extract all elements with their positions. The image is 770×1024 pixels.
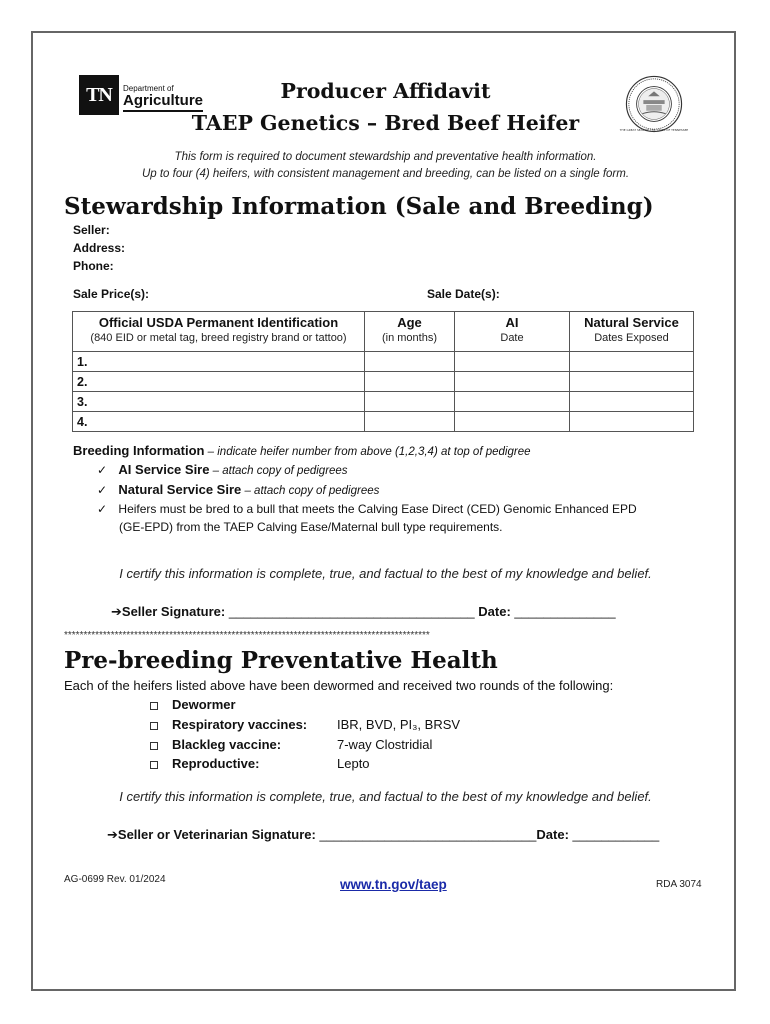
- logo-tn-box: TN: [79, 75, 119, 115]
- age-cell[interactable]: [365, 412, 455, 432]
- vet-signature-field[interactable]: ______________________________: [319, 827, 537, 842]
- certify-statement-1: I certify this information is complete, true, and factual to the best of my knowledge and belief.: [119, 566, 652, 581]
- intro-line2: Up to four (4) heifers, with consistent management and breeding, can be listed on a single form.: [141, 168, 630, 180]
- reproductive-label: Reproductive:: [172, 756, 260, 771]
- seller-signature-label: Seller Signature:: [121, 604, 229, 619]
- document-page: [31, 31, 736, 991]
- row-number: 1.: [73, 352, 365, 372]
- phone-label: Phone:: [73, 259, 114, 273]
- breeding-info-label: Breeding Information: [73, 443, 205, 458]
- header-id-main: Official USDA Permanent Identification: [98, 315, 339, 330]
- natural-sire-label: Natural Service Sire: [118, 482, 242, 497]
- age-cell[interactable]: [365, 352, 455, 372]
- ai-date-cell[interactable]: [455, 372, 570, 392]
- respiratory-label: Respiratory vaccines:: [172, 717, 308, 732]
- seller-date-field[interactable]: ______________: [514, 604, 616, 619]
- section-divider: **********************************************************************************************: [64, 630, 430, 641]
- checkbox-reproductive[interactable]: [150, 761, 158, 769]
- checkbox-blackleg[interactable]: [150, 742, 158, 750]
- check-item-ai-sire: [97, 462, 348, 477]
- header-natural-main: Natural Service: [584, 315, 679, 330]
- preventative-item-dewormer: [150, 697, 236, 712]
- blackleg-label: Blackleg vaccine:: [172, 737, 282, 752]
- preventative-item-blackleg: [150, 737, 281, 752]
- taep-link[interactable]: www.tn.gov/taep: [340, 877, 447, 892]
- header-ai-main: AI: [505, 315, 519, 330]
- natural-service-cell[interactable]: [570, 392, 694, 412]
- natural-service-cell[interactable]: [570, 412, 694, 432]
- header-natural-sub: Dates Exposed: [594, 332, 669, 344]
- seller-signature-field[interactable]: __________________________________: [228, 604, 475, 619]
- table-row: [73, 392, 694, 412]
- ai-date-cell[interactable]: [455, 392, 570, 412]
- check-icon: ✓: [97, 502, 108, 516]
- vet-signature-line[interactable]: [107, 827, 659, 843]
- natural-service-cell[interactable]: [570, 352, 694, 372]
- ai-date-cell[interactable]: [455, 412, 570, 432]
- row-number: 4.: [73, 412, 365, 432]
- section-heading-stewardship: Stewardship Information (Sale and Breeding): [64, 193, 654, 220]
- form-id: AG-0699 Rev. 01/2024: [64, 874, 166, 885]
- natural-sire-note: – attach copy of pedigrees: [241, 485, 380, 497]
- table-row: [73, 352, 694, 372]
- seller-signature-line[interactable]: [111, 604, 616, 620]
- ai-sire-label: AI Service Sire: [118, 462, 210, 477]
- certify-statement-2: I certify this information is complete, true, and factual to the best of my knowledge and belief.: [119, 789, 652, 804]
- sale-date-label: Sale Date(s):: [427, 287, 500, 301]
- check-icon: ✓: [97, 483, 108, 497]
- header-id-sub: (840 EID or metal tag, breed registry brand or tattoo): [90, 332, 347, 344]
- header-ai-sub: Date: [500, 332, 524, 344]
- tennessee-seal-icon: [619, 75, 689, 133]
- table-row: [73, 372, 694, 392]
- bull-requirement-line2: (GE-EPD) from the TAEP Calving Ease/Maternal bull type requirements.: [119, 520, 503, 534]
- respiratory-value: IBR, BVD, PI₃, BRSV: [337, 717, 461, 732]
- check-item-bull-requirement: [97, 502, 637, 516]
- header-cell-ai: [455, 312, 570, 352]
- check-icon: ✓: [97, 463, 108, 477]
- seal-text: THE GREAT SEAL OF THE STATE OF TENNESSEE: [619, 128, 689, 133]
- rda-number: RDA 3074: [656, 879, 702, 890]
- reproductive-value: Lepto: [337, 756, 370, 771]
- table-row: [73, 412, 694, 432]
- arrow-icon: ➔: [111, 604, 122, 619]
- natural-service-cell[interactable]: [570, 372, 694, 392]
- arrow-icon: ➔: [107, 827, 118, 842]
- header-age-main: Age: [397, 315, 422, 330]
- page-title-line1: Producer Affidavit: [280, 79, 491, 103]
- logo-dept-text: Department of: [123, 84, 174, 93]
- header-cell-age: [365, 312, 455, 352]
- age-cell[interactable]: [365, 372, 455, 392]
- blackleg-value: 7-way Clostridial: [337, 737, 433, 752]
- checkbox-respiratory[interactable]: [150, 722, 158, 730]
- address-label: Address:: [73, 241, 126, 255]
- bull-requirement-line1: Heifers must be bred to a bull that meets the Calving Ease Direct (CED) Genomic Enhanced EPD: [118, 502, 637, 516]
- section-heading-preventative: Pre-breeding Preventative Health: [64, 647, 498, 674]
- check-item-natural-sire: [97, 482, 379, 497]
- header-cell-id: [73, 312, 365, 352]
- vet-signature-label: Seller or Veterinarian Signature:: [117, 827, 320, 842]
- preventative-intro: Each of the heifers listed above have been dewormed and received two rounds of the following:: [64, 678, 614, 693]
- preventative-item-respiratory: [150, 717, 307, 732]
- sale-price-label: Sale Price(s):: [73, 287, 150, 301]
- breeding-info: [73, 443, 530, 458]
- vet-date-field[interactable]: ____________: [572, 827, 660, 842]
- header-cell-natural: [570, 312, 694, 352]
- vet-date-label: Date:: [536, 827, 573, 842]
- intro-line1: This form is required to document stewardship and preventative health information.: [174, 151, 597, 163]
- preventative-item-reproductive: [150, 756, 259, 771]
- page-title-line2: TAEP Genetics – Bred Beef Heifer: [191, 111, 580, 135]
- table-header-row: [73, 312, 694, 352]
- heifer-table: [72, 311, 694, 432]
- row-number: 2.: [73, 372, 365, 392]
- logo-agency-text: Agriculture: [123, 93, 203, 112]
- ai-sire-note: – attach copy of pedigrees: [209, 465, 348, 477]
- header-age-sub: (in months): [381, 332, 438, 344]
- seller-label: Seller:: [73, 223, 110, 237]
- seller-date-label: Date:: [474, 604, 515, 619]
- dewormer-label: Dewormer: [172, 697, 236, 712]
- breeding-info-note: – indicate heifer number from above (1,2,3,4) at top of pedigree: [204, 446, 531, 458]
- row-number: 3.: [73, 392, 365, 412]
- age-cell[interactable]: [365, 392, 455, 412]
- checkbox-dewormer[interactable]: [150, 702, 158, 710]
- ai-date-cell[interactable]: [455, 352, 570, 372]
